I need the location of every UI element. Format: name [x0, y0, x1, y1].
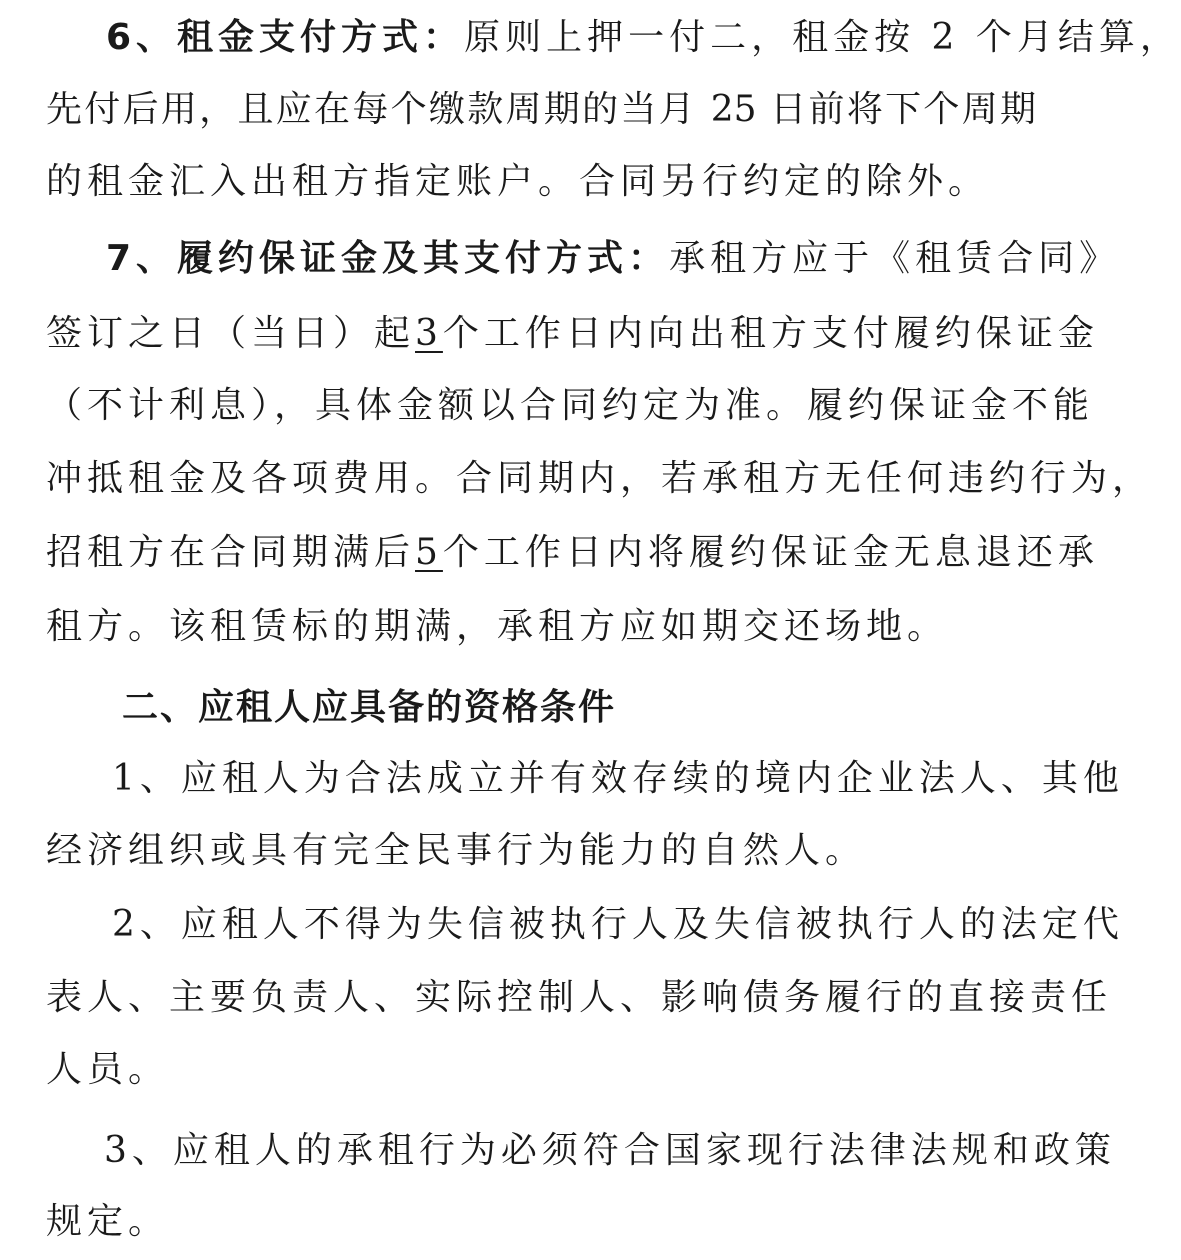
section2-p2-line3: 人员。: [46, 1049, 170, 1090]
item7-label: 7、履约保证金及其支付方式：: [106, 238, 670, 279]
item6-line1-text: 原则上押一付二，租金按 2 个月结算，: [464, 17, 1181, 58]
item7-line2-post: 个工作日内向出租方支付履约保证金: [442, 313, 1099, 354]
item7-line2: [46, 312, 1099, 356]
item7-line1-text: 承租方应于《租赁合同》: [669, 238, 1121, 279]
refund-days-value: 5: [415, 532, 443, 573]
section2-p2-line1: 2、应租人不得为失信被执行人及失信被执行人的法定代: [112, 904, 1124, 945]
item7-line5-pre: 招租方在合同期满后: [46, 532, 416, 573]
item7-line1: [106, 237, 1121, 281]
section2-heading: 二、应租人应具备的资格条件: [122, 687, 617, 728]
section2-p2-line2: 表人、主要负责人、实际控制人、影响债务履行的直接责任: [46, 977, 1113, 1018]
section2-p1-line1: 1、应租人为合法成立并有效存续的境内企业法人、其他: [112, 758, 1124, 799]
item7-line4: 冲抵租金及各项费用。合同期内，若承租方无任何违约行为，: [46, 458, 1154, 499]
item7-line2-pre: 签订之日（当日）起: [46, 313, 416, 354]
item7-line5: [46, 531, 1099, 575]
item7-line5-post: 个工作日内将履约保证金无息退还承: [442, 532, 1099, 573]
section2-p3-line1: 3、应租人的承租行为必须符合国家现行法律法规和政策: [104, 1130, 1116, 1171]
payment-days-value: 3: [415, 313, 443, 354]
section2-p1-line2: 经济组织或具有完全民事行为能力的自然人。: [46, 830, 867, 871]
item7-line6: 租方。该租赁标的期满，承租方应如期交还场地。: [46, 606, 949, 647]
item7-line3: （不计利息），具体金额以合同约定为准。履约保证金不能: [46, 385, 1095, 426]
item6-line1: [106, 16, 1181, 60]
section2-p3-line2: 规定。: [46, 1201, 170, 1242]
item6-label: 6、租金支付方式：: [106, 17, 465, 58]
item6-line2: 先付后用，且应在每个缴款周期的当月 25 日前将下个周期: [46, 89, 1036, 130]
item6-line3: 的租金汇入出租方指定账户。合同另行约定的除外。: [46, 161, 990, 202]
